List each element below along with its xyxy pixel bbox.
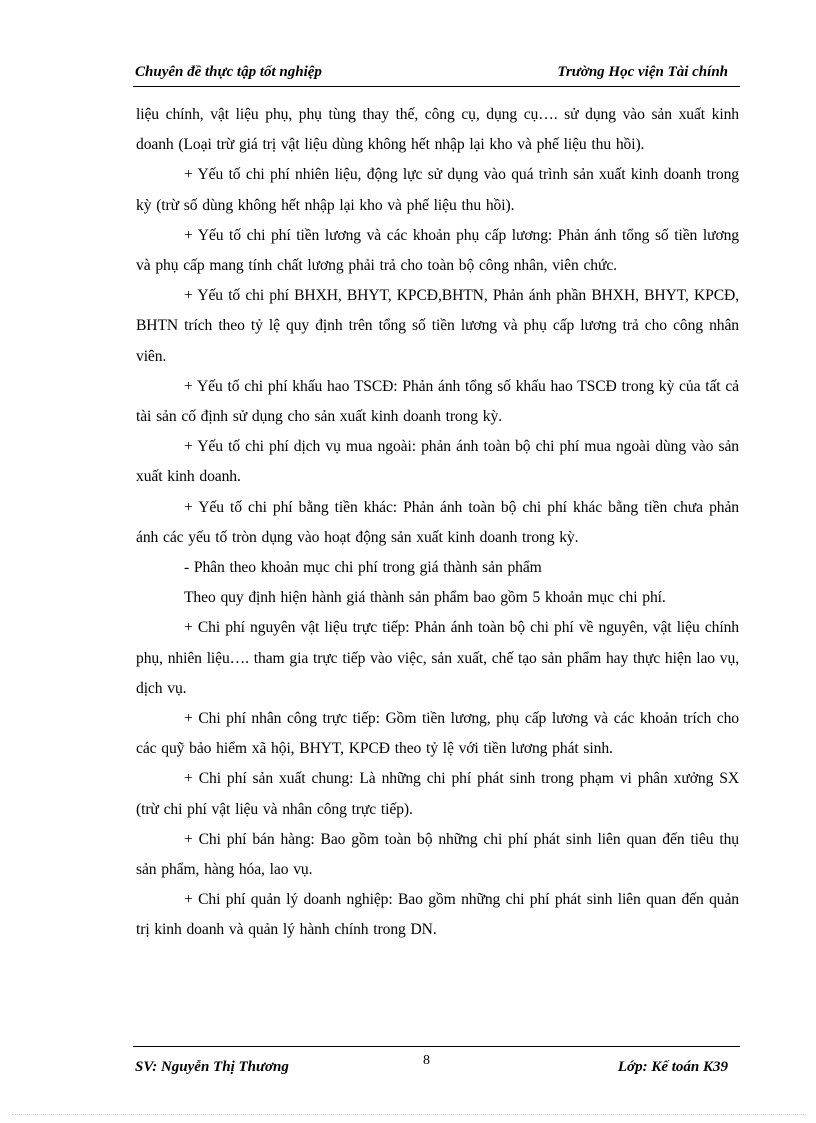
footer-student-name: SV: Nguyễn Thị Thương <box>135 1059 289 1075</box>
page-number: 8 <box>423 1053 430 1068</box>
footer-class: Lớp: Kế toán K39 <box>617 1059 728 1075</box>
paragraph-3: + Yếu tố chi phí tiền lương và các khoản phụ cấp lương: Phản ánh tổng số tiền lương và phụ cấp mang tính chất lương phải trả cho toàn bộ công nhân, viên chức. <box>136 226 739 275</box>
page-edge-divider <box>12 1114 804 1115</box>
paragraph-9: Theo quy định hiện hành giá thành sản phẩm bao gồm 5 khoản mục chi phí. <box>184 589 666 607</box>
paragraph-10: + Chi phí nguyên vật liệu trực tiếp: Phản ánh toàn bộ chi phí về nguyên, vật liệu chính phụ, nhiên liệu…. tham gia trực tiếp vào việc, sản xuất, chế tạo sản phẩm hay thực hiện lao vụ, dịch vụ. <box>136 619 739 697</box>
header-institution: Trường Học viện Tài chính <box>557 64 728 80</box>
paragraph-2: + Yếu tố chi phí nhiên liệu, động lực sử dụng vào quá trình sản xuất kinh doanh trong kỳ (trừ số dùng không hết nhập lại kho và phế liệu thu hồi). <box>136 166 739 214</box>
paragraph-14: + Chi phí quản lý doanh nghiệp: Bao gồm những chi phí phát sinh liên quan đến quản trị kinh doanh và quản lý hành chính trong DN. <box>136 891 739 939</box>
paragraph-8: - Phân theo khoản mục chi phí trong giá thành sản phẩm <box>184 559 542 577</box>
paragraph-6: + Yếu tố chi phí dịch vụ mua ngoài: phản ánh toàn bộ chi phí mua ngoài dùng vào sản xuất kinh doanh. <box>136 438 739 486</box>
paragraph-1: liệu chính, vật liệu phụ, phụ tùng thay thế, công cụ, dụng cụ…. sử dụng vào sản xuất kinh doanh (Loại trừ giá trị vật liệu dùng không hết nhập lại kho và phế liệu thu hồi). <box>136 106 739 154</box>
paragraph-4: + Yếu tố chi phí BHXH, BHYT, KPCĐ,BHTN, Phản ánh phần BHXH, BHYT, KPCĐ, BHTN trích theo tỷ lệ quy định trên tổng số tiền lương và phụ cấp lương trả cho công nhân viên. <box>136 287 739 365</box>
paragraph-5: + Yếu tố chi phí khấu hao TSCĐ: Phản ánh tổng số khấu hao TSCĐ trong kỳ của tất cả tài sản cố định sử dụng cho sản xuất kinh doanh trong kỳ. <box>136 377 739 426</box>
page-header <box>133 62 740 87</box>
header-document-title: Chuyên đề thực tập tốt nghiệp <box>135 64 322 80</box>
paragraph-12: + Chi phí sản xuất chung: Là những chi phí phát sinh trong phạm vi phân xưởng SX (trừ chi phí vật liệu và nhân công trực tiếp). <box>136 770 739 818</box>
page-footer <box>133 1046 740 1081</box>
paragraph-7: + Yếu tố chi phí bằng tiền khác: Phản ánh toàn bộ chi phí khác bằng tiền chưa phản ánh các yếu tố tròn dụng vào hoạt động sản xuất kinh doanh trong kỳ. <box>136 498 739 546</box>
paragraph-13: + Chi phí bán hàng: Bao gồm toàn bộ những chi phí phát sinh liên quan đến tiêu thụ sản phẩm, hàng hóa, lao vụ. <box>136 830 739 879</box>
body-text <box>136 100 739 946</box>
paragraph-11: + Chi phí nhân công trực tiếp: Gồm tiền lương, phụ cấp lương và các khoản trích cho các quỹ bảo hiểm xã hội, BHYT, KPCĐ theo tỷ lệ với tiền lương phát sinh. <box>136 710 739 758</box>
